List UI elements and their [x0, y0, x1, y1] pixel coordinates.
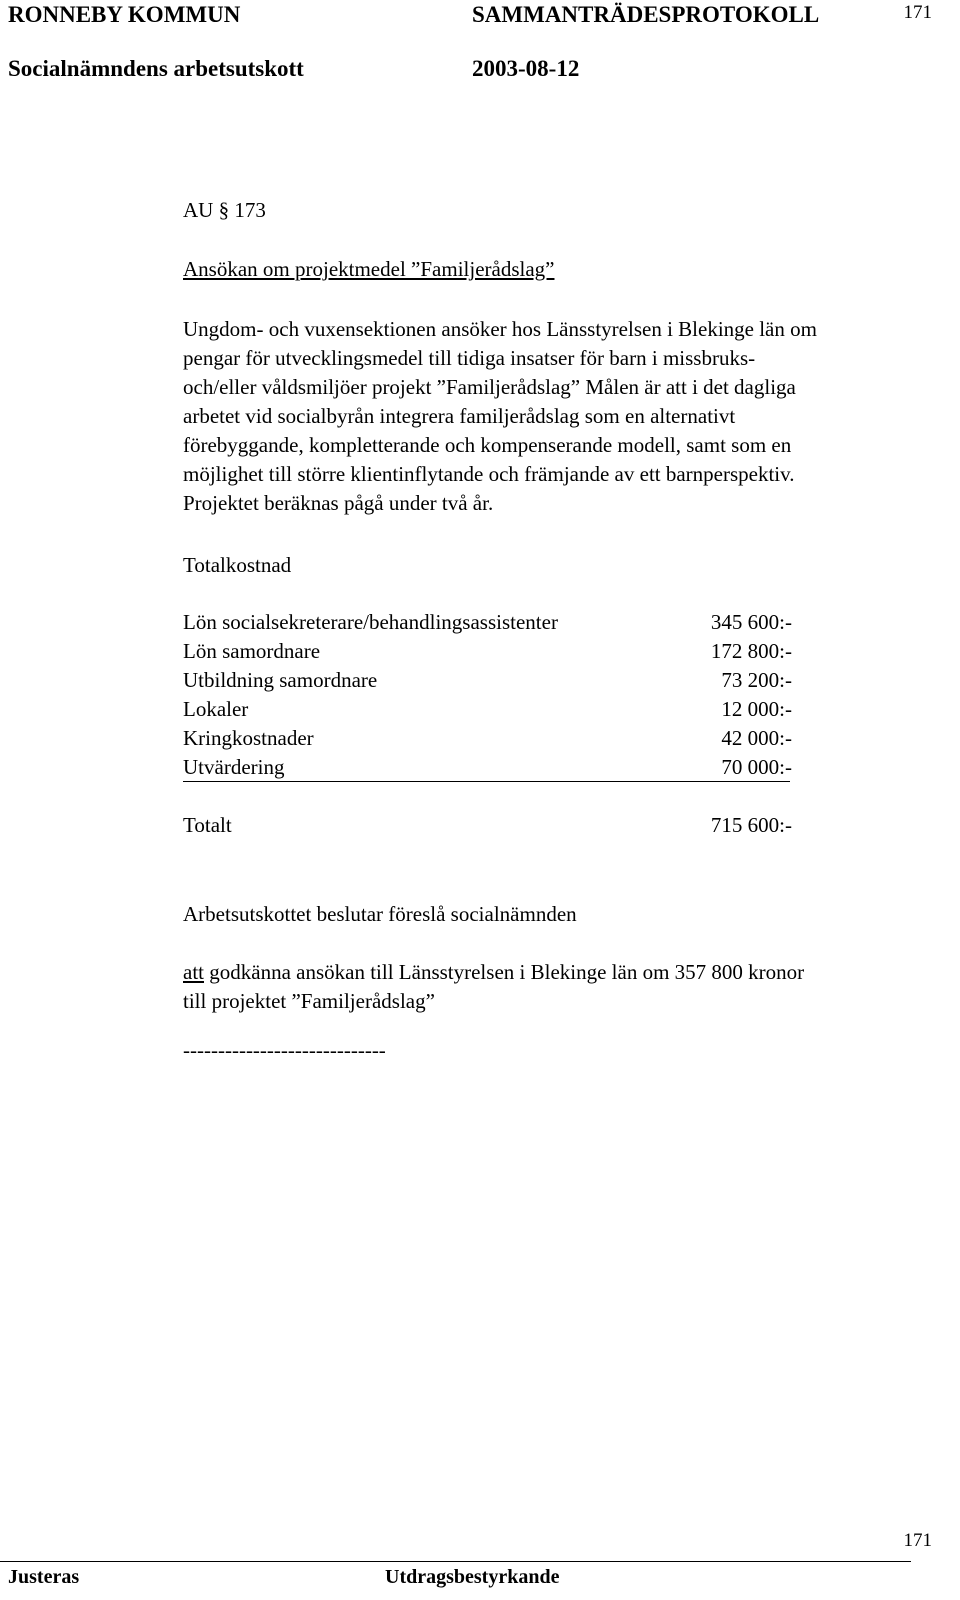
paragraph-line: pengar för utvecklingsmedel till tidiga insatser för barn i missbruks-	[183, 346, 756, 370]
paragraph-line: Projektet beräknas pågå under två år.	[183, 491, 494, 515]
cost-table-rule	[183, 781, 790, 782]
decision-line-2: till projektet ”Familjerådslag”	[183, 989, 435, 1013]
paragraph-line: Ungdom- och vuxensektionen ansöker hos Länsstyrelsen i Blekinge län om	[183, 317, 817, 341]
header-doc-type: SAMMANTRÄDESPROTOKOLL	[472, 2, 820, 27]
cost-amount: 345 600:-	[710, 610, 792, 634]
section-separator: -----------------------------	[183, 1038, 386, 1062]
header-org: RONNEBY KOMMUN	[8, 2, 241, 27]
decision-att: att	[183, 960, 204, 984]
cost-label: Kringkostnader	[183, 726, 314, 750]
item-paragraph	[183, 315, 943, 518]
decision-line-1	[183, 958, 804, 987]
cost-label: Utbildning samordnare	[183, 668, 378, 692]
cost-heading: Totalkostnad	[183, 553, 292, 577]
item-number: AU § 173	[183, 198, 266, 222]
cost-label: Lön socialsekreterare/behandlingsassistenter	[183, 610, 558, 634]
total-label: Totalt	[183, 813, 232, 837]
paragraph-line: förebyggande, kompletterande och kompenserande modell, samt som en	[183, 433, 792, 457]
footer-utdragsbestyrkande: Utdragsbestyrkande	[385, 1566, 560, 1588]
decision-intro: Arbetsutskottet beslutar föreslå socialnämnden	[183, 902, 577, 926]
cost-amount: 42 000:-	[721, 726, 792, 750]
cost-label: Lokaler	[183, 697, 249, 721]
paragraph-line: möjlighet till större klientinflytande och främjande av ett barnperspektiv.	[183, 462, 795, 486]
cost-label: Lön samordnare	[183, 639, 321, 663]
cost-label: Utvärdering	[183, 755, 285, 779]
total-amount: 715 600:-	[710, 813, 792, 837]
cost-amount: 70 000:-	[721, 755, 792, 779]
footer-justeras: Justeras	[8, 1566, 80, 1588]
paragraph-line: och/eller våldsmiljöer projekt ”Familjerådslag” Målen är att i det dagliga	[183, 375, 796, 399]
decision-text: godkänna ansökan till Länsstyrelsen i Blekinge län om 357 800 kronor	[204, 960, 805, 984]
paragraph-line: arbetet vid socialbyrån integrera familjerådslag som en alternativt	[183, 404, 736, 428]
header-date: 2003-08-12	[472, 56, 580, 81]
cost-amount: 172 800:-	[710, 639, 792, 663]
header-page-number: 171	[903, 2, 932, 23]
cost-amount: 12 000:-	[721, 697, 792, 721]
cost-amount: 73 200:-	[721, 668, 792, 692]
footer-page-number: 171	[903, 1530, 932, 1551]
item-title: Ansökan om projektmedel ”Familjerådslag”	[183, 257, 555, 281]
footer-rule	[0, 1561, 911, 1562]
header-committee: Socialnämndens arbetsutskott	[8, 56, 304, 81]
